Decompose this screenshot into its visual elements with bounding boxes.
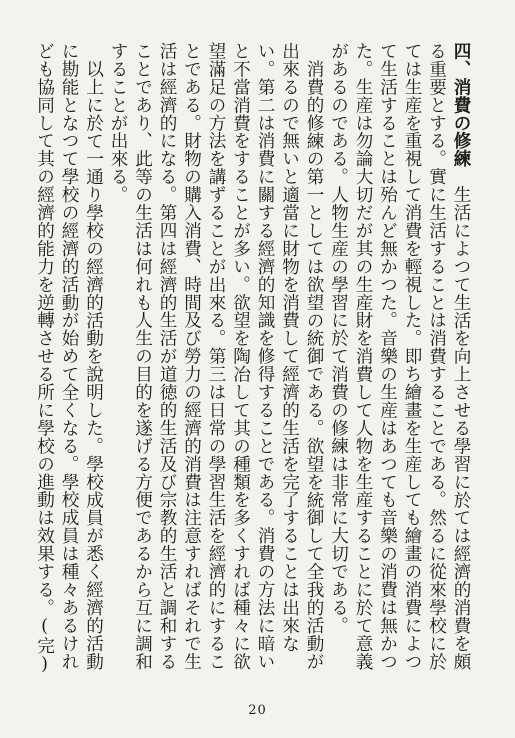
section-heading: 四、消費の修練 [451,42,472,168]
paragraph-text: 以上に於て一通り學校の經濟的活動を說明した。學校成員が悉く經濟的活動に勘能となつて學校の經濟的活動が始めて全くなる。學校成員は種々あるけれども協同して其の經濟的能力を逆轉させる所に學校の進動は效果する。(完) [34,42,104,676]
paragraph-conclusion [32,42,106,682]
paragraph-text: 消費的修練の第一としては欲望の統御である。欲望を統御して全我的活動が出來るので無いと適當に財物を消費して經濟的生活を完了することは出來ない。第二は消費に關する經濟的知識を修得することである。消費の方法に暗いと不當消費をすることが多い。欲望を陶冶して其の種類を多くすれば種々に欲望滿足の方法を講ずることが出來る。第三は日常の學習生活を經濟的にすることである。財物の購入消費、時間及び勞力の經濟的消費は注意すればそれで生活は經濟的になる。第四は經濟的生活が道徳的生活及び宗教的生活と調和することであり、此等の生活は何れも人生の目的を遂げる方便であるから互に調和することが出來る。 [108,42,324,671]
page-number: 20 [248,703,267,718]
body-text [32,42,473,682]
paragraph-training-points [106,42,327,682]
paragraph-text: 生活によつて生活を向上させる學習に於ては經濟的消費を頗る重要とする。實に生活することは消費することである。然るに從來學校に於ては生産を重視して消費を輕視した。即ち繪畫を生産しても繪畫の消費によつて生活することは殆んど無かつた。音樂の生産はあつても音樂の消費は無かつた。生産は勿論大切だが其の生産財を消費して人物を生産することに於て意義があるのである。人物生産の學習に於て消費の修練は非常に大切である。 [328,42,471,671]
paragraph-consumption-training [326,42,473,682]
